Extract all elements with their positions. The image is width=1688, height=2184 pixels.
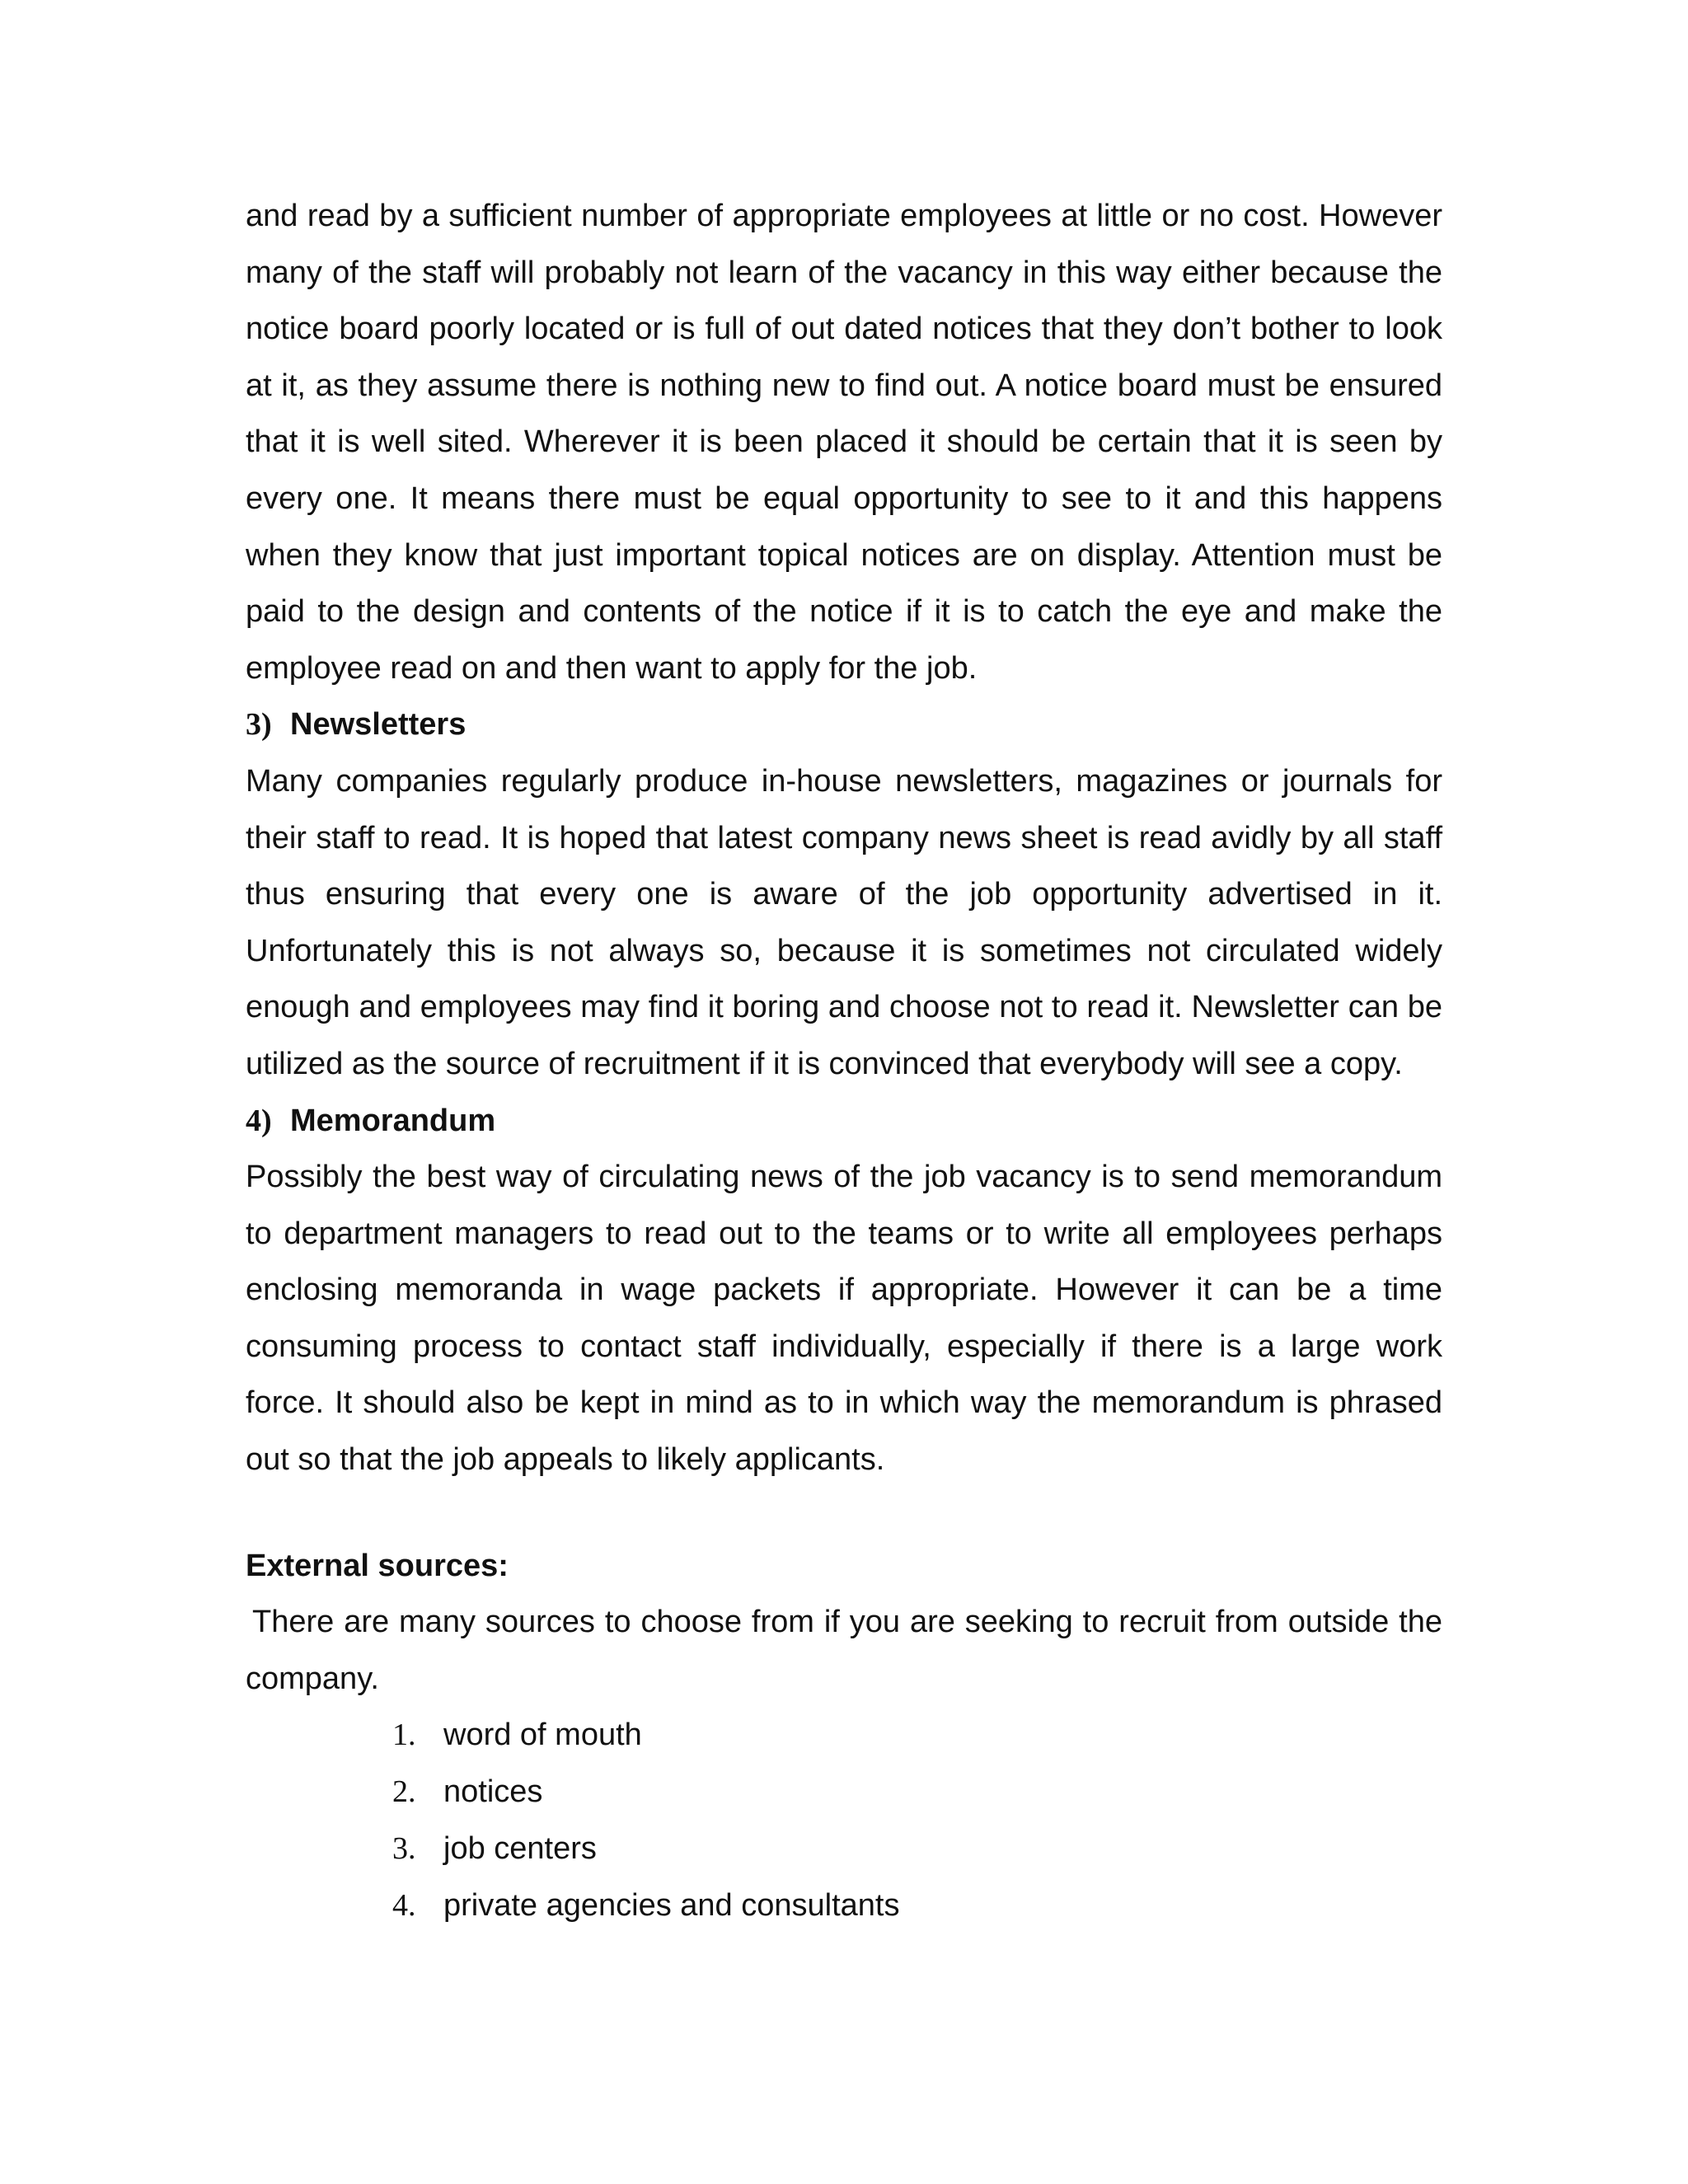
list-number: 3. [392,1831,416,1867]
section-number: 4) [246,1103,272,1138]
list-item [392,1764,1442,1821]
list-item [392,1877,1442,1934]
external-sources-intro: There are many sources to choose from if you are seeking to recruit from outside the company. [246,1605,1442,1696]
newsletters-heading [246,696,1442,753]
list-text: job centers [443,1831,597,1867]
memorandum-heading [246,1093,1442,1150]
list-text: private agencies and consultants [443,1888,900,1924]
section-title: Memorandum [290,1103,496,1138]
external-sources-heading: External sources: [246,1548,509,1583]
list-item [392,1707,1442,1764]
notice-board-paragraph: and read by a sufficient number of appropriate employees at little or no cost. However many of the staff will probably not learn of the vacancy in this way either because the notice board poorly located or is full of out dated notices that they don’t bother to look at it, as they assume there is nothing new to find out. A notice board must be ensured that it is well sited. Wherever it is been placed it should be certain that it is seen by every one. It means there must be equal opportunity to see to it and this happens when they know that just important topical notices are on display. Attention must be paid to the design and contents of the notice if it is to catch the eye and make the employee read on and then want to apply for the job. [246,199,1442,686]
section-title: Newsletters [290,707,467,743]
list-text: word of mouth [443,1718,642,1753]
section-number: 3) [246,707,272,743]
external-sources-list [246,1707,1442,1934]
document-page [246,188,1442,1934]
memorandum-paragraph: Possibly the best way of circulating news of the job vacancy is to send memorandum to department managers to read out to the teams or to write all employees perhaps enclosing memoranda in wage packets if appropriate. However it can be a time consuming process to contact staff individually, especially if there is a large work force. It should also be kept in mind as to in which way the memorandum is phrased out so that the job appeals to likely applicants. [246,1160,1442,1478]
list-number: 1. [392,1718,416,1753]
newsletters-paragraph: Many companies regularly produce in-house newsletters, magazines or journals for their staff to read. It is hoped that latest company news sheet is read avidly by all staff thus ensuring that every one is aware of the job opportunity advertised in it. Unfortunately this is not always so, because it is sometimes not circulated widely enough and employees may find it boring and choose not to read it. Newsletter can be utilized as the source of recruitment if it is convinced that everybody will see a copy. [246,763,1442,1081]
list-number: 4. [392,1888,416,1924]
list-text: notices [443,1774,543,1810]
list-item [392,1821,1442,1877]
list-number: 2. [392,1774,416,1810]
